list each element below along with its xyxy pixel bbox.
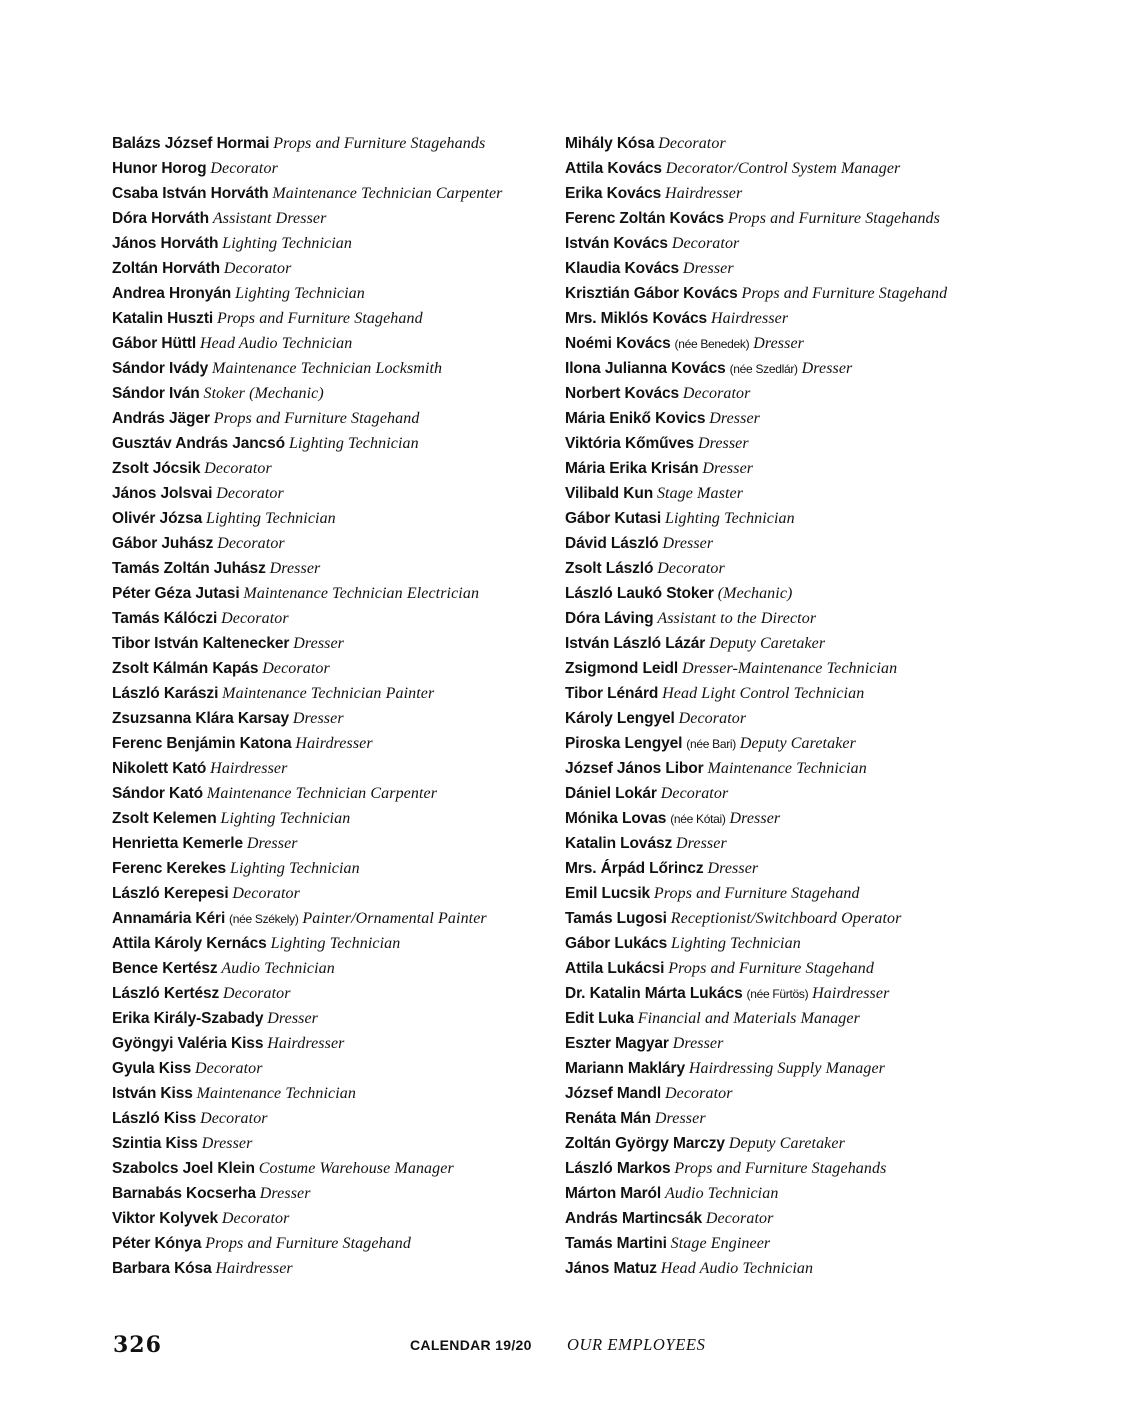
employee-entry [565, 431, 1010, 456]
employee-name: Piroska Lengyel [565, 735, 683, 752]
employee-name: András Martincsák [565, 1210, 702, 1227]
employee-entry [112, 156, 552, 181]
employee-entry [565, 931, 1010, 956]
employee-role: Dresser [654, 1110, 706, 1127]
employee-role: Hairdresser [665, 185, 743, 202]
employee-entry [112, 881, 552, 906]
employee-entry [565, 1231, 1010, 1256]
employee-entry [112, 1181, 552, 1206]
employee-entry [565, 456, 1010, 481]
employee-role: Maintenance Technician Locksmith [212, 360, 443, 377]
employee-entry [112, 956, 552, 981]
employee-entry [565, 1131, 1010, 1156]
employee-name: Ferenc Zoltán Kovács [565, 210, 725, 227]
employee-entry [565, 131, 1010, 156]
employee-name: Dávid László [565, 535, 659, 552]
employee-role: Decorator [232, 885, 300, 902]
employee-name: Mónika Lovas [565, 810, 667, 827]
employee-name: Márton Maról [565, 1185, 662, 1202]
employee-role: Dresser [201, 1135, 253, 1152]
employee-name: Barbara Kósa [112, 1260, 212, 1277]
employee-role: Decorator [657, 560, 725, 577]
employee-name: Zsolt Kelemen [112, 810, 217, 827]
employee-name: Sándor Iván [112, 385, 200, 402]
employee-role: Audio Technician [664, 1185, 779, 1202]
employee-entry [565, 956, 1010, 981]
employee-entry [112, 756, 552, 781]
employee-entry [565, 1156, 1010, 1181]
employee-entry [565, 831, 1010, 856]
employee-role: Maintenance Technician Painter [222, 685, 435, 702]
employee-entry [565, 381, 1010, 406]
employee-role: Dresser [753, 335, 804, 352]
employee-name: Attila Kovács [565, 160, 662, 177]
employee-entry [565, 1031, 1010, 1056]
employee-role: Decorator [665, 1085, 733, 1102]
employee-entry [565, 531, 1010, 556]
employee-entry [565, 1256, 1010, 1281]
employee-role: Hairdresser [267, 1035, 345, 1052]
employee-role: Hairdresser [215, 1260, 293, 1277]
employee-entry [112, 231, 552, 256]
employee-role: Head Audio Technician [660, 1260, 814, 1277]
employee-entry [565, 1056, 1010, 1081]
employee-role: Deputy Caretaker [728, 1135, 845, 1152]
employee-role: Lighting Technician [288, 435, 419, 452]
employee-entry [565, 731, 1010, 756]
employee-name: Tamás Kálóczi [112, 610, 218, 627]
employee-name: Gábor Hüttl [112, 335, 197, 352]
employee-name: László Laukó Stoker [565, 585, 714, 602]
employee-name: János Horváth [112, 235, 219, 252]
employee-role: Props and Furniture Stagehands [273, 135, 486, 152]
employee-name: Emil Lucsik [565, 885, 651, 902]
employee-name: Andrea Hronyán [112, 285, 232, 302]
employee-name: Zsigmond Leidl [565, 660, 679, 677]
employee-name: István László Lázár [565, 635, 706, 652]
employee-name: Eszter Magyar [565, 1035, 669, 1052]
employee-entry [565, 1106, 1010, 1131]
employee-role: Decorator [217, 535, 285, 552]
employee-entry [112, 206, 552, 231]
employee-entry [565, 331, 1010, 356]
employee-name: Zsolt Jócsik [112, 460, 201, 477]
employee-name: Tibor Lénárd [565, 685, 659, 702]
employee-role: Head Audio Technician [200, 335, 353, 352]
employee-entry [112, 431, 552, 456]
employee-role: Dresser [662, 535, 714, 552]
employee-role: Hairdresser [210, 760, 288, 777]
employee-entry [565, 356, 1010, 381]
employee-role: Lighting Technician [220, 810, 351, 827]
employee-role: Decorator [658, 135, 726, 152]
employee-role: Deputy Caretaker [739, 735, 856, 752]
employee-maiden-name: (née Benedek) [674, 337, 750, 351]
employee-entry [112, 806, 552, 831]
employee-maiden-name: (née Kótai) [670, 812, 726, 826]
employee-entry [565, 1081, 1010, 1106]
employee-role: Dresser [292, 710, 344, 727]
employee-entry [112, 1031, 552, 1056]
employee-name: Zsuzsanna Klára Karsay [112, 710, 289, 727]
employee-name: Szintia Kiss [112, 1135, 198, 1152]
employee-entry [112, 1081, 552, 1106]
employee-name: Ferenc Benjámin Katona [112, 735, 292, 752]
employee-name: Péter Kónya [112, 1235, 202, 1252]
employee-name: Viktor Kolyvek [112, 1210, 219, 1227]
employee-entry [565, 181, 1010, 206]
employee-entry [112, 906, 552, 931]
employee-entry [565, 781, 1010, 806]
employee-name: Mária Enikő Kovics [565, 410, 706, 427]
employee-name: Katalin Huszti [112, 310, 214, 327]
employee-name: Dr. Katalin Márta Lukács [565, 985, 743, 1002]
employee-entry [112, 681, 552, 706]
employee-role: Dresser [246, 835, 298, 852]
employee-name: Szabolcs Joel Klein [112, 1160, 255, 1177]
employee-name: Hunor Horog [112, 160, 207, 177]
employee-role: Lighting Technician [665, 510, 795, 527]
employee-role: Decorator [200, 1110, 268, 1127]
employee-entry [112, 556, 552, 581]
employee-name: László Karászi [112, 685, 219, 702]
employee-entry [565, 1206, 1010, 1231]
employee-role: Decorator/Control System Manager [665, 160, 901, 177]
employee-role: Dresser [267, 1010, 319, 1027]
employee-entry [565, 856, 1010, 881]
employee-name: Gusztáv András Jancsó [112, 435, 286, 452]
employee-entry [112, 406, 552, 431]
employee-role: Hairdresser [710, 310, 789, 327]
employee-name: Erika Kovács [565, 185, 662, 202]
employee-entry [565, 706, 1010, 731]
employee-role: Props and Furniture Stagehand [653, 885, 860, 902]
employee-role: Hairdresser [812, 985, 890, 1002]
employee-entry [112, 1056, 552, 1081]
calendar-label: CALENDAR 19/20 [410, 1337, 532, 1353]
employee-entry [112, 256, 552, 281]
employee-role: Decorator [204, 460, 272, 477]
employee-role: Dresser [709, 410, 760, 427]
employee-entry [565, 656, 1010, 681]
employee-name: Gábor Kutasi [565, 510, 662, 527]
employee-name: András Jäger [112, 410, 210, 427]
employee-entry [112, 181, 552, 206]
employee-entry [565, 881, 1010, 906]
employee-entry [112, 1006, 552, 1031]
right-employee-column [565, 131, 1010, 1281]
employee-role: Lighting Technician [229, 860, 360, 877]
employee-role: Dresser [672, 1035, 724, 1052]
employee-name: László Kertész [112, 985, 220, 1002]
employee-role: Decorator [195, 1060, 263, 1077]
employee-entry [565, 981, 1010, 1006]
employee-name: László Markos [565, 1160, 671, 1177]
employee-entry [112, 1156, 552, 1181]
employee-role: Props and Furniture Stagehands [674, 1160, 887, 1177]
employee-name: János Jolsvai [112, 485, 213, 502]
employee-entry [112, 781, 552, 806]
employee-name: Attila Károly Kernács [112, 935, 267, 952]
employee-name: Sándor Kató [112, 785, 204, 802]
employee-role: Props and Furniture Stagehand [216, 310, 423, 327]
employee-name: Balázs József Hormai [112, 135, 270, 152]
employee-role: Stoker (Mechanic) [203, 385, 324, 402]
employee-name: Sándor Ivády [112, 360, 209, 377]
employee-role: Dresser-Maintenance Technician [682, 660, 898, 677]
employee-name: Mihály Kósa [565, 135, 655, 152]
employee-name: Viktória Kőműves [565, 435, 695, 452]
employee-name: László Kerepesi [112, 885, 229, 902]
employee-entry [565, 306, 1010, 331]
employee-role: Dresser [269, 560, 321, 577]
employee-entry [565, 631, 1010, 656]
employee-role: Maintenance Technician [707, 760, 867, 777]
employee-entry [565, 231, 1010, 256]
employee-role: Hairdresser [295, 735, 373, 752]
employee-role: Decorator [223, 260, 292, 277]
employee-name: Tamás Lugosi [565, 910, 667, 927]
employee-name: Klaudia Kovács [565, 260, 680, 277]
page-number: 326 [113, 1332, 162, 1358]
employee-role: Deputy Caretaker [709, 635, 826, 652]
employee-maiden-name: (née Székely) [229, 912, 299, 926]
employee-role: Decorator [682, 385, 751, 402]
employee-entry [565, 806, 1010, 831]
employee-entry [565, 581, 1010, 606]
employee-role: Maintenance Technician Electrician [243, 585, 480, 602]
employee-role: Decorator [671, 235, 740, 252]
employee-name: Károly Lengyel [565, 710, 675, 727]
employee-name: Olivér Józsa [112, 510, 203, 527]
employee-role: Props and Furniture Stagehand [205, 1235, 411, 1252]
employee-entry [565, 556, 1010, 581]
employee-role: Dresser [676, 835, 727, 852]
employee-entry [112, 356, 552, 381]
employee-name: Noémi Kovács [565, 335, 671, 352]
employee-name: Zsolt László [565, 560, 654, 577]
employee-role: Maintenance Technician [196, 1085, 356, 1102]
employee-role: Props and Furniture Stagehand [741, 285, 948, 302]
employee-role: Lighting Technician [270, 935, 401, 952]
employee-role: Decorator [221, 1210, 290, 1227]
employee-role: Assistant to the Director [657, 610, 817, 627]
employee-role: Hairdressing Supply Manager [688, 1060, 886, 1077]
employee-entry [112, 1131, 552, 1156]
employee-name: Gábor Juhász [112, 535, 214, 552]
employee-entry [565, 481, 1010, 506]
employee-name: Norbert Kovács [565, 385, 680, 402]
employee-name: Henrietta Kemerle [112, 835, 243, 852]
employee-entry [112, 656, 552, 681]
employee-name: Gyula Kiss [112, 1060, 192, 1077]
employee-role: Dresser [682, 260, 734, 277]
employee-name: Annamária Kéri [112, 910, 226, 927]
employee-name: Dániel Lokár [565, 785, 657, 802]
employee-entry [112, 131, 552, 156]
employee-name: Dóra Horváth [112, 210, 209, 227]
employee-entry [112, 1106, 552, 1131]
employee-role: Maintenance Technician Carpenter [272, 185, 503, 202]
employee-role: Dresser [293, 635, 345, 652]
employee-name: Tamás Martini [565, 1235, 667, 1252]
left-employee-column [112, 131, 552, 1281]
employee-name: Zsolt Kálmán Kapás [112, 660, 259, 677]
employee-name: Edit Luka [565, 1010, 634, 1027]
employee-name: Tamás Zoltán Juhász [112, 560, 266, 577]
employee-role: Props and Furniture Stagehand [213, 410, 420, 427]
employee-role: Decorator [221, 610, 289, 627]
employee-role: Lighting Technician [222, 235, 353, 252]
employee-entry [565, 281, 1010, 306]
employee-entry [565, 681, 1010, 706]
employee-name: Tibor István Kaltenecker [112, 635, 290, 652]
employee-role: Dresser [702, 460, 754, 477]
employee-role: Decorator [262, 660, 330, 677]
employee-entry [112, 456, 552, 481]
employee-name: Zoltán György Marczy [565, 1135, 725, 1152]
employee-role: Dresser [707, 860, 759, 877]
employee-name: István Kovács [565, 235, 668, 252]
employee-entry [565, 1006, 1010, 1031]
employee-role: Financial and Materials Manager [637, 1010, 860, 1027]
employee-entry [565, 1181, 1010, 1206]
employee-role: Decorator [223, 985, 291, 1002]
employee-role: Lighting Technician [206, 510, 336, 527]
employee-name: József Mandl [565, 1085, 662, 1102]
employee-role: Dresser [801, 360, 853, 377]
employee-entry [112, 931, 552, 956]
employee-name: Erika Király-Szabady [112, 1010, 264, 1027]
employee-name: Mária Erika Krisán [565, 460, 699, 477]
employee-entry [112, 706, 552, 731]
employee-entry [112, 506, 552, 531]
employee-role: Painter/Ornamental Painter [302, 910, 487, 927]
employee-maiden-name: (née Fürtös) [746, 987, 809, 1001]
employee-role: Dresser [697, 435, 749, 452]
employee-role: Props and Furniture Stagehand [668, 960, 874, 977]
employee-role: Decorator [705, 1210, 774, 1227]
employee-name: Nikolett Kató [112, 760, 207, 777]
employee-role: Dresser [259, 1185, 311, 1202]
employee-entry [565, 606, 1010, 631]
employee-role: Assistant Dresser [212, 210, 327, 227]
employee-entry [565, 506, 1010, 531]
employee-entry [565, 406, 1010, 431]
employee-entry [565, 256, 1010, 281]
employee-name: Dóra Láving [565, 610, 654, 627]
employee-role: Lighting Technician [235, 285, 365, 302]
employee-role: Dresser [729, 810, 781, 827]
employee-role: Decorator [210, 160, 278, 177]
employee-role: Receptionist/Switchboard Operator [670, 910, 902, 927]
employee-role: Decorator [216, 485, 284, 502]
employee-name: Katalin Lovász [565, 835, 673, 852]
employee-role: (Mechanic) [717, 585, 793, 602]
employee-entry [112, 531, 552, 556]
employee-name: Vilibald Kun [565, 485, 654, 502]
employee-name: István Kiss [112, 1085, 193, 1102]
employee-entry [112, 381, 552, 406]
employee-name: László Kiss [112, 1110, 197, 1127]
employee-role: Stage Engineer [670, 1235, 771, 1252]
employee-entry [565, 156, 1010, 181]
employee-name: Barnabás Kocserha [112, 1185, 256, 1202]
employee-entry [112, 606, 552, 631]
employee-entry [565, 906, 1010, 931]
section-title: OUR EMPLOYEES [567, 1335, 706, 1354]
employee-role: Audio Technician [221, 960, 335, 977]
employee-entry [112, 581, 552, 606]
employee-entry [565, 206, 1010, 231]
employee-entry [112, 306, 552, 331]
employee-entry [112, 481, 552, 506]
employee-name: Gyöngyi Valéria Kiss [112, 1035, 264, 1052]
employee-name: Attila Lukácsi [565, 960, 665, 977]
employee-entry [112, 1231, 552, 1256]
employee-name: Csaba István Horváth [112, 185, 269, 202]
employee-maiden-name: (née Szedlár) [729, 362, 798, 376]
employee-name: Péter Géza Jutasi [112, 585, 240, 602]
employee-entry [112, 981, 552, 1006]
employee-entry [112, 1206, 552, 1231]
employee-role: Decorator [678, 710, 747, 727]
employee-role: Costume Warehouse Manager [258, 1160, 454, 1177]
employee-name: Mrs. Árpád Lőrincz [565, 860, 704, 877]
employee-entry [112, 281, 552, 306]
employee-role: Decorator [660, 785, 729, 802]
employee-role: Head Light Control Technician [662, 685, 865, 702]
employee-name: János Matuz [565, 1260, 657, 1277]
employee-entry [112, 731, 552, 756]
employee-name: Bence Kertész [112, 960, 218, 977]
employee-name: Krisztián Gábor Kovács [565, 285, 738, 302]
employee-entry [112, 1256, 552, 1281]
employee-name: Renáta Mán [565, 1110, 651, 1127]
employee-entry [112, 631, 552, 656]
employee-maiden-name: (née Bari) [686, 737, 736, 751]
employee-name: Ferenc Kerekes [112, 860, 227, 877]
employee-name: Zoltán Horváth [112, 260, 220, 277]
employee-name: Gábor Lukács [565, 935, 668, 952]
employee-role: Props and Furniture Stagehands [727, 210, 940, 227]
employee-entry [112, 856, 552, 881]
employee-role: Maintenance Technician Carpenter [206, 785, 438, 802]
employee-role: Stage Master [656, 485, 744, 502]
employee-name: József János Libor [565, 760, 704, 777]
employee-entry [565, 756, 1010, 781]
employee-name: Mariann Makláry [565, 1060, 685, 1077]
employee-entry [112, 331, 552, 356]
employee-name: Ilona Julianna Kovács [565, 360, 726, 377]
employee-role: Lighting Technician [671, 935, 801, 952]
employee-name: Mrs. Miklós Kovács [565, 310, 708, 327]
employee-entry [112, 831, 552, 856]
